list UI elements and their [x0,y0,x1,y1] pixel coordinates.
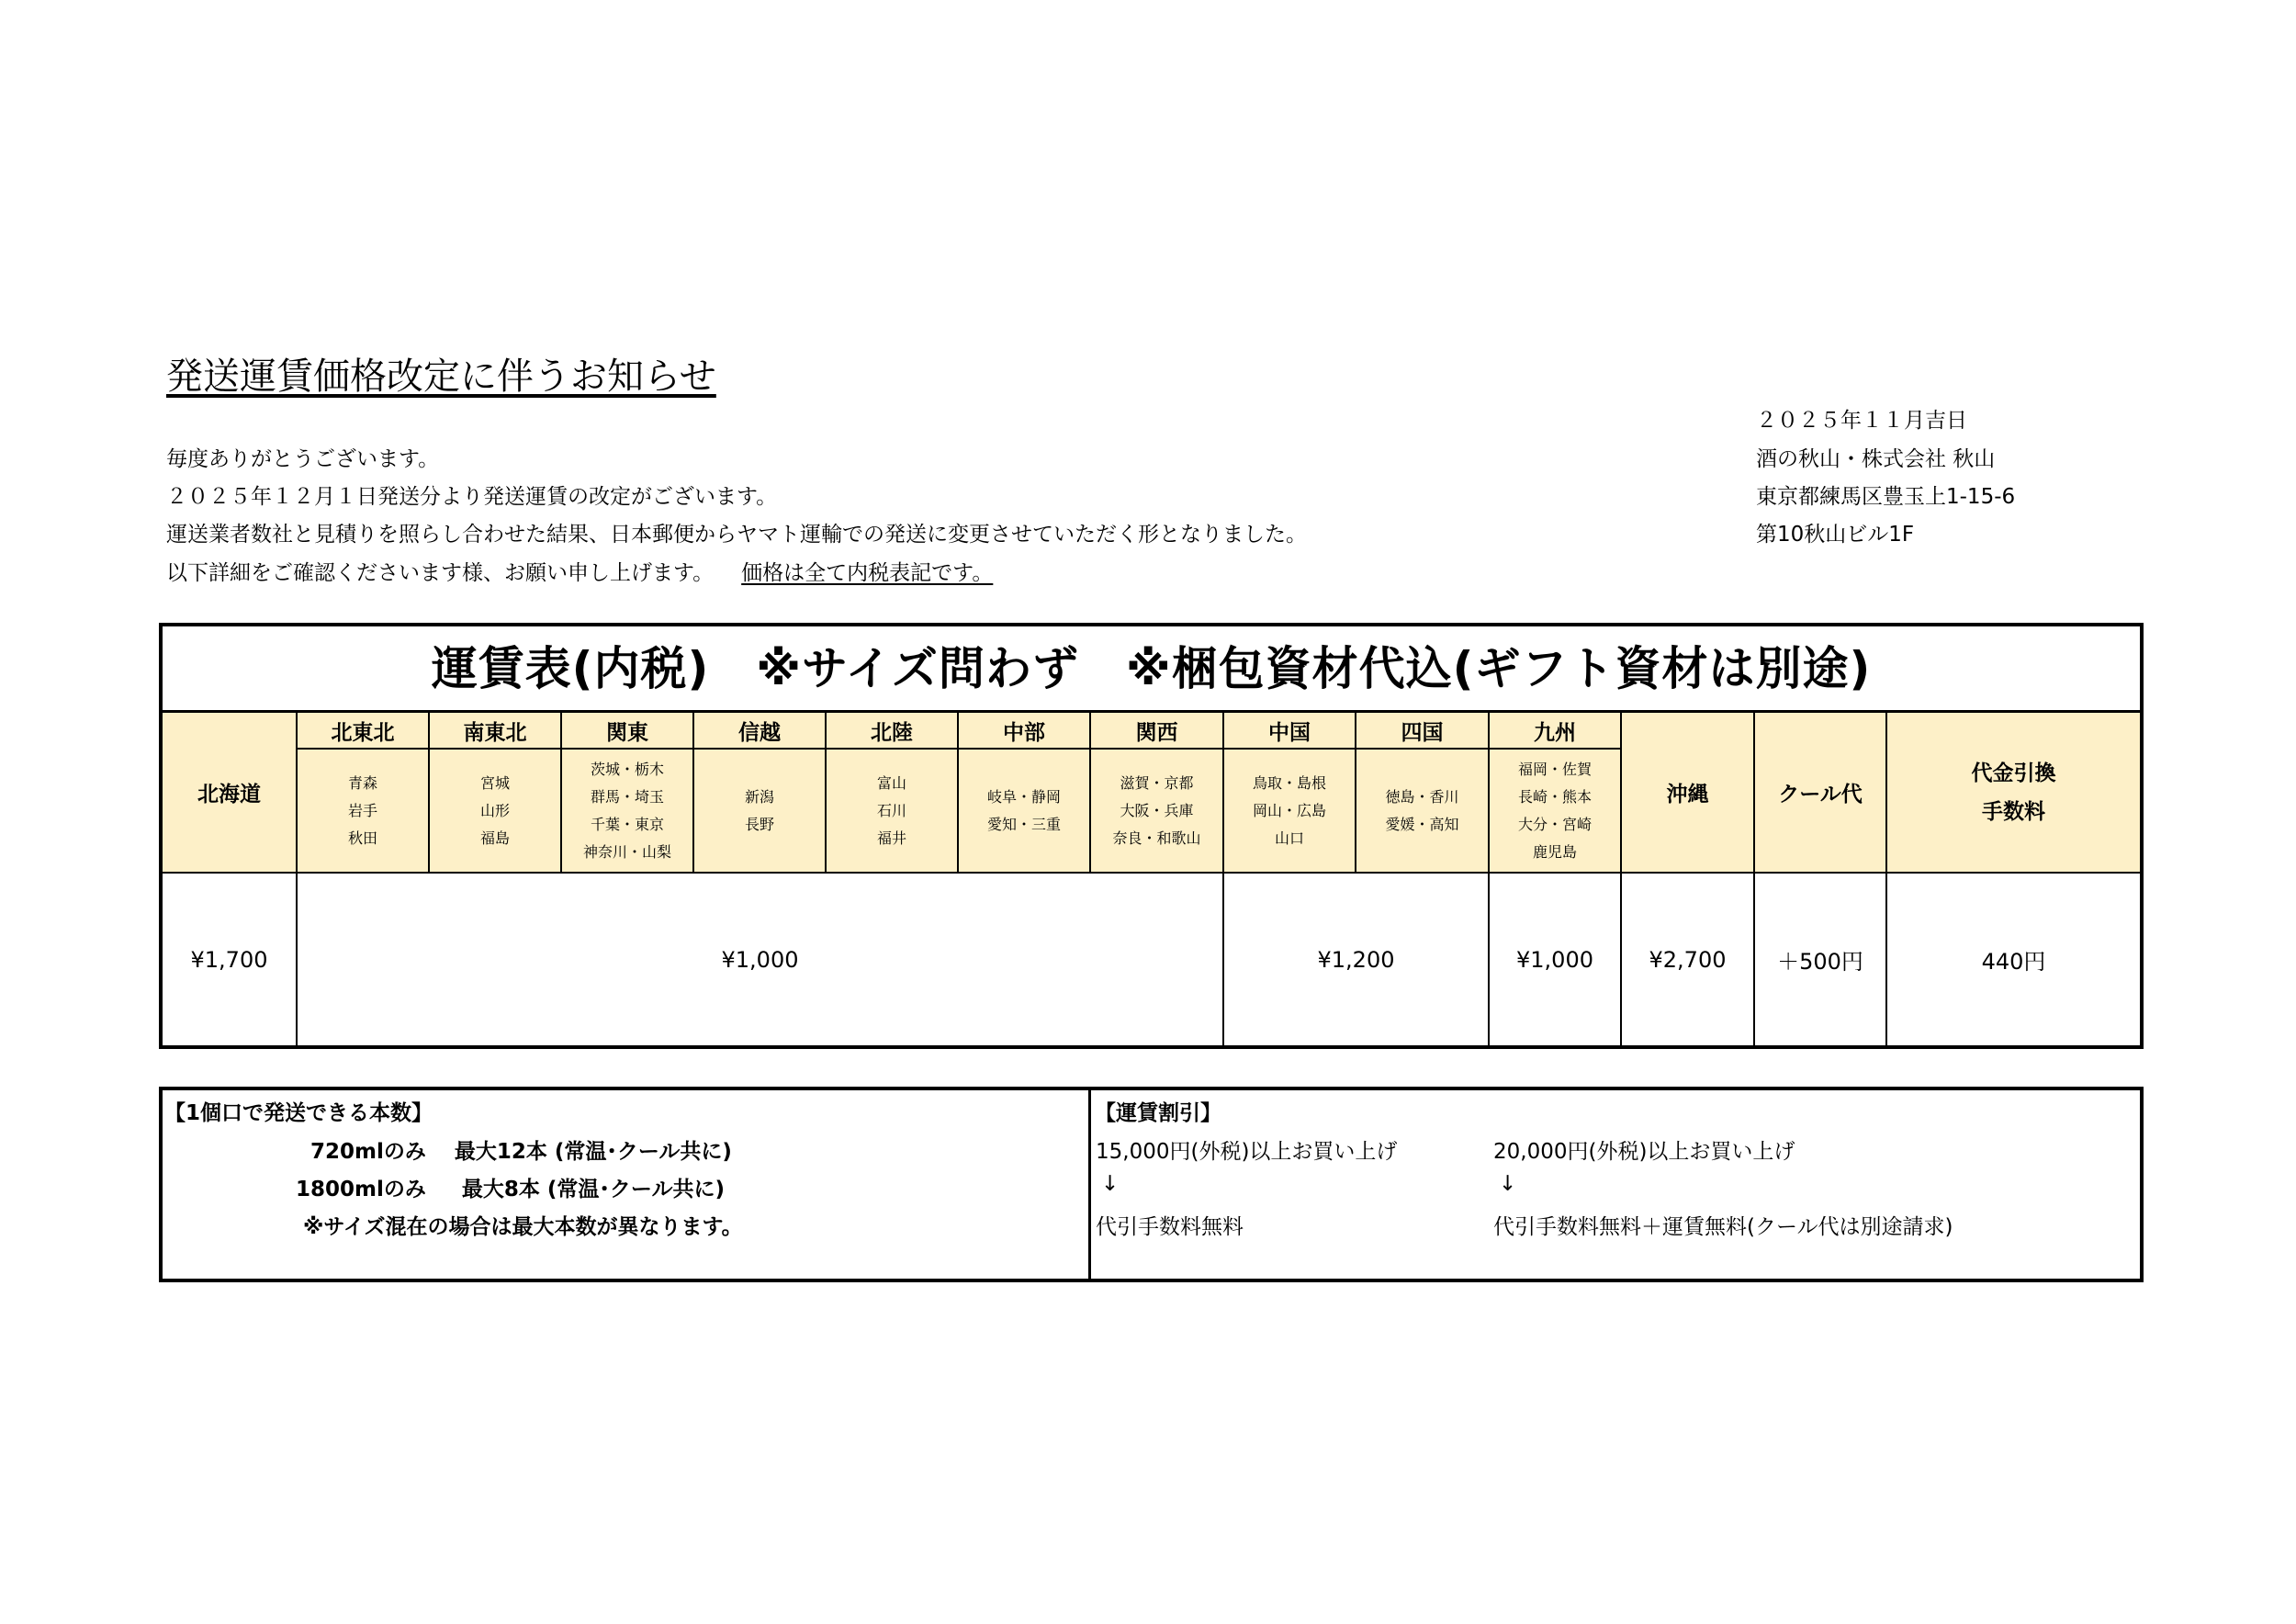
discount-tier2-benefit: 代引手数料無料＋運賃無料(クール代は別途請求) [1493,1215,1953,1239]
prefs-kyushu [1488,750,1620,874]
price-hokkaido: ¥1,700 [190,946,268,973]
tax-note: 価格は全て内税表記です。 [741,561,994,585]
pref-name: 鳥取・島根 [1252,773,1326,792]
pref-name: 長崎・熊本 [1517,787,1592,806]
company-building: 第10秋山ビル1F [1756,523,1915,547]
pref-name: 徳島・香川 [1385,787,1459,806]
header-cool: クール代 [1753,713,1885,874]
pref-name: 愛知・三重 [986,815,1061,833]
region-shinetsu: 信越 [692,713,825,750]
prefs-shinetsu [692,750,825,874]
prefs-shikoku [1355,750,1488,874]
pref-name: 大阪・兵庫 [1120,801,1194,819]
bottles-1800ml: 1800mlのみ 最大8本 (常温･クール共に) [296,1178,725,1201]
bottles-mixed-note: ※サイズ混在の場合は最大本数が異なります。 [303,1215,743,1239]
pref-name: 福井 [876,829,906,847]
pref-name: 福島 [479,829,510,847]
pref-name: 愛媛・高知 [1385,815,1459,833]
prefs-kanto [560,750,692,874]
region-kyushu: 九州 [1488,713,1620,750]
pref-name: 滋賀・京都 [1120,773,1194,792]
prefs-chugoku [1222,750,1355,874]
pref-name: 群馬・埼玉 [590,787,664,806]
header-okinawa: 沖縄 [1620,713,1753,874]
price-cool: ＋500円 [1753,874,1885,1045]
revision-line: ２０２５年１２月１日発送分より発送運賃の改定がございます。 [166,485,778,509]
confirm-line [166,556,993,586]
discount-tier1-benefit: 代引手数料無料 [1096,1215,1244,1239]
discount-tier1-arrow: ↓ [1101,1172,1120,1196]
prefs-hokuriku [825,750,957,874]
pref-name: 新潟 [744,787,774,806]
price-cod: 440円 [1885,874,2140,1045]
pref-name: 奈良・和歌山 [1112,829,1201,847]
prefs-kita-tohoku [296,750,428,874]
info-divider [1088,1090,1091,1279]
pref-name: 神奈川・山梨 [582,842,671,861]
discount-tier2-condition: 20,000円(外税)以上お買い上げ [1493,1140,1795,1164]
prefs-chubu [957,750,1089,874]
confirm-text: 以下詳細をご確認くださいます様、お願い申し上げます。 [166,561,715,585]
pref-name: 鹿児島 [1532,842,1577,861]
notice-title: 発送運賃価格改定に伴うお知らせ [166,355,716,398]
company-address: 東京都練馬区豊玉上1-15-6 [1756,485,2016,509]
pref-name: 宮城 [479,773,510,792]
bottles-720ml: 720mlのみ 最大12本 (常温･クール共に) [310,1140,732,1164]
discount-tier2-arrow: ↓ [1499,1172,1517,1196]
pref-name: 岡山・広島 [1252,801,1326,819]
region-chugoku: 中国 [1222,713,1355,750]
notice-date: ２０２５年１１月吉日 [1756,409,1967,433]
pref-name: 秋田 [347,829,377,847]
region-chubu: 中部 [957,713,1089,750]
region-kita-tohoku: 北東北 [296,713,428,750]
pref-name: 山形 [479,801,510,819]
pref-name: 千葉・東京 [590,815,664,833]
region-shikoku: 四国 [1355,713,1488,750]
rate-table [159,623,2144,1049]
region-kansai: 関西 [1089,713,1222,750]
pref-name: 岩手 [347,801,377,819]
discount-heading: 【運賃割引】 [1095,1101,1221,1125]
discount-tier1-condition: 15,000円(外税)以上お買い上げ [1096,1140,1398,1164]
price-okinawa: ¥2,700 [1620,874,1753,1045]
carrier-change-line: 運送業者数社と見積りを照らし合わせた結果、日本郵便からヤマト運輸での発送に変更させていただく形となりました。 [166,523,1307,547]
pref-name: 山口 [1274,829,1304,847]
cod-label-line1: 代金引換 [1971,761,2056,785]
greeting-line: 毎度ありがとうございます。 [166,447,440,471]
pref-name: 福岡・佐賀 [1517,760,1592,778]
price-group2: ¥1,200 [1222,874,1488,1045]
rate-table-title: 運賃表(内税) ※サイズ問わず ※梱包資材代込(ギフト資材は別途) [163,626,2140,713]
pref-name: 茨城・栃木 [590,760,664,778]
pref-name: 大分・宮崎 [1517,815,1592,833]
region-minami-tohoku: 南東北 [428,713,560,750]
pref-name: 長野 [744,815,774,833]
prefs-minami-tohoku [428,750,560,874]
company-name: 酒の秋山・株式会社 秋山 [1756,447,1996,471]
pref-name: 岐阜・静岡 [986,787,1061,806]
info-box [159,1087,2144,1282]
pref-name: 青森 [347,773,377,792]
cod-label-line2: 手数料 [1982,799,2045,824]
prefs-kansai [1089,750,1222,874]
price-kyushu: ¥1,000 [1488,874,1620,1045]
region-kanto: 関東 [560,713,692,750]
bottles-heading: 【1個口で発送できる本数】 [164,1101,433,1125]
header-cod [1885,713,2140,874]
region-hokuriku: 北陸 [825,713,957,750]
header-hokkaido: 北海道 [163,713,296,874]
pref-name: 石川 [876,801,906,819]
price-group1: ¥1,000 [296,874,1222,1045]
pref-name: 富山 [876,773,906,792]
